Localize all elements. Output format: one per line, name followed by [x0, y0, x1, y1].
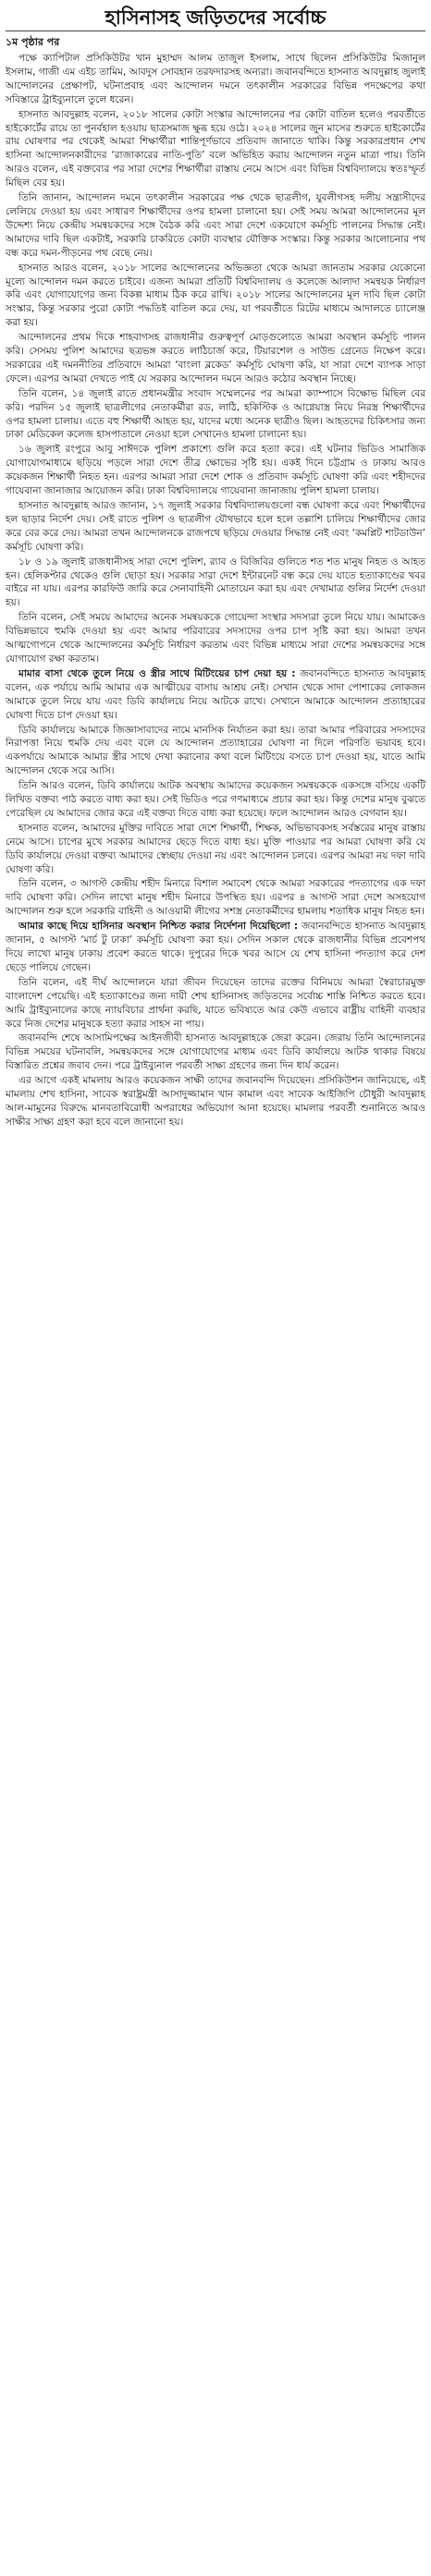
article-body [6, 52, 425, 1129]
article-paragraph [6, 920, 425, 975]
paragraph-text: তিনি জানান, আন্দোলন দমনে তৎকালীন সরকারের পক্ষ থেকে ছাত্রলীগ, যুবলীগসহ দলীয় সন্ত্রাসীদের লেলিয়ে দেওয়া হয় এবং সাধারণ শিক্ষার্থীদের ওপর হামলা চালানো হয়। সেই সময় আমরা আন্দোলনের মূল উদ্দেশ্য নিয়ে কেন্দ্রীয় সমন্বয়কদের সঙ্গে বৈঠক করি এবং সারা দেশে একযোগে কর্মসূচি পালনের সিদ্ধান্ত নেই। আমাদের দাবি ছিল একটাই, সরকারি চাকরিতে কোটা ব্যবস্থার যৌক্তিক সংস্কার। কিন্তু সরকার আলোচনার পথ বন্ধ করে দমন-পীড়নের পথ বেছে নেয়। [6, 192, 425, 259]
paragraph-text: হাসনাত বলেন, আমাদের মুক্তির দাবিতে সারা দেশে শিক্ষার্থী, শিক্ষক, অভিভাবকসহ সর্বস্তরের মানুষ রাস্তায় নেমে আসে। চাপের মুখে সরকার আমাদের ছেড়ে দিতে বাধ্য হয়। মুক্তি পাওয়ার পর আমরা ঘোষণা করি যে ডিবি কার্যালয়ে দেওয়া বক্তব্য আমাদের স্বেচ্ছায় দেওয়া নয় এবং আন্দোলন চলবে। এরপর আমরা নয় দফা দাবি ঘোষণা করি। [6, 822, 425, 875]
headline: হাসিনাসহ জড়িতদের সর্বোচ্চ [6, 4, 425, 31]
paragraph-text: ১৮ ও ১৯ জুলাই রাজধানীসহ সারা দেশে পুলিশ, র‍্যাব ও বিজিবির গুলিতে শত শত মানুষ নিহত ও আহত হন। হেলিকপ্টার থেকেও গুলি ছোড়া হয়। সরকার সারা দেশে ইন্টারনেট বন্ধ করে দেয় যাতে হত্যাকাণ্ডের খবর বাইরে না যায়। এরপর কারফিউ জারি করে সেনাবাহিনী মোতায়েন করা হয় এবং দেখামাত্র গুলির নির্দেশ দেওয়া হয়। [6, 555, 425, 609]
subheading: আমার কাছে দিয়ে হাসিনার অবস্থান নিশ্চিত করার নির্দেশনা দিয়েছিলো : [18, 921, 299, 933]
article-paragraph [6, 555, 425, 611]
article-paragraph [6, 976, 425, 1032]
article-paragraph [6, 877, 425, 919]
paragraph-text: হাসনাত আরও বলেন, ২০১৮ সালের আন্দোলনের অভিজ্ঞতা থেকে আমরা জানতাম সরকার যেকোনো মূল্যে আন্দোলন দমন করতে চাইবে। এজন্য আমরা প্রতিটি বিশ্ববিদ্যালয় ও কলেজে আলাদা সমন্বয়ক নির্ধারণ করি এবং যোগাযোগের জন্য বিকল্প মাধ্যম ঠিক করে রাখি। ২০১৮ সালের আন্দোলনের মূল দাবি ছিল কোটা সংস্কার, কিন্তু সরকার পুরো কোটা পদ্ধতিই বাতিল করে দেয়, যা পরবর্তীতে রিটের মাধ্যমে আদালতে চ্যালেঞ্জ করা হয়। [6, 262, 425, 329]
paragraph-text: এর আগে একই মামলায় আরও কয়েকজন সাক্ষী তাদের জবানবন্দি দিয়েছেন। প্রসিকিউশন জানিয়েছে, এই মামলায় শেখ হাসিনা, সাবেক স্বরাষ্ট্রমন্ত্রী আসাদুজ্জামান খান কামাল এবং সাবেক আইজিপি চৌধুরী আবদুল্লাহ আল-মামুনের বিরুদ্ধে মানবতাবিরোধী অপরাধের অভিযোগ আনা হয়েছে। মামলার পরবর্তী শুনানিতে আরও সাক্ষীর সাক্ষ্য গ্রহণ করা হবে বলে জানানো হয়। [6, 1075, 425, 1128]
article-paragraph [6, 667, 425, 723]
continued-from-label: ১ম পৃষ্ঠার পর [6, 36, 60, 48]
paragraph-text: ডিবি কার্যালয়ে আমাকে জিজ্ঞাসাবাদের নামে মানসিক নির্যাতন করা হয়। তারা আমার পরিবারের সদস্যদের নিরাপত্তা নিয়ে হুমকি দেয় এবং বলে যে আন্দোলন প্রত্যাহারের ঘোষণা না দিলে পরিণতি ভয়াবহ হবে। একপর্যায়ে আমাকে আমার স্ত্রীর সাথে দেখা করানোর কথা বলে মিটিংয়ে বসতে চাপ দেওয়া হয়, যাতে আমি আন্দোলন থেকে সরে আসি। [6, 724, 425, 777]
article-paragraph [6, 724, 425, 779]
article-paragraph [6, 52, 425, 107]
article-paragraph [6, 499, 425, 555]
article-paragraph [6, 387, 425, 443]
paragraph-text: তিনি বলেন, সেই সময়ে আমাদের অনেক সমন্বয়ককে গোয়েন্দা সংস্থার সদস্যরা তুলে নিয়ে যায়। আমাকেও বিভিন্নভাবে হুমকি দেওয়া হয় এবং আমার পরিবারের সদস্যদের ওপর চাপ সৃষ্টি করা হয়। আমরা তখন আত্মগোপনে থেকে আন্দোলনের কর্মসূচি নির্ধারণ করতাম এবং বিভিন্ন মাধ্যমে সারা দেশের সমন্বয়কদের সঙ্গে যোগাযোগ রক্ষা করতাম। [6, 612, 425, 665]
paragraph-text: ১৬ জুলাই রংপুরে আবু সাঈদকে পুলিশ প্রকাশ্যে গুলি করে হত্যা করে। এই ঘটনার ভিডিও সামাজিক যোগাযোগমাধ্যমে ছড়িয়ে পড়লে সারা দেশে তীব্র ক্ষোভের সৃষ্টি হয়। একই দিনে চট্টগ্রাম ও ঢাকায় আরও কয়েকজন শিক্ষার্থী নিহত হন। এরপর আমরা সারা দেশে শোক ও প্রতিবাদ কর্মসূচি ঘোষণা করি এবং শহীদদের গায়েবানা জানাজার আয়োজন করি। ঢাকা বিশ্ববিদ্যালয়ে গায়েবানা জানাজায় পুলিশ হামলা চালায়। [6, 444, 425, 497]
article-paragraph [6, 443, 425, 498]
paragraph-text: জবানবন্দি শেষে আসামিপক্ষের আইনজীবী হাসনাত আবদুল্লাহকে জেরা করেন। জেরায় তিনি আন্দোলনের বিভিন্ন সময়ের ঘটনাবলি, সমন্বয়কদের সঙ্গে যোগাযোগের মাধ্যম এবং ডিবি কার্যালয়ে আটক থাকার বিষয়ে বিস্তারিত প্রশ্নের জবাব দেন। পরে ট্রাইব্যুনাল পরবর্তী সাক্ষ্য গ্রহণের জন্য দিন ধার্য করেন। [6, 1032, 425, 1072]
article-paragraph [6, 191, 425, 261]
article-paragraph [6, 262, 425, 331]
article-paragraph [6, 611, 425, 666]
article-paragraph [6, 822, 425, 877]
paragraph-text: আন্দোলনের প্রথম দিকে শাহবাগসহ রাজধানীর গুরুত্বপূর্ণ মোড়গুলোতে আমরা অবস্থান কর্মসূচি পালন করি। সেসময় পুলিশ আমাদের ছত্রভঙ্গ করতে লাঠিচার্জ করে, টিয়ারশেল ও সাউন্ড গ্রেনেড নিক্ষেপ করে। সরকারের এই দমননীতির প্রতিবাদে আমরা ‘বাংলা ব্লকেড’ কর্মসূচি ঘোষণা করি, যা সারা দেশে ব্যাপক সাড়া ফেলে। এরপর আমরা দেখতে পাই যে সরকার আন্দোলন দমনে আরও কঠোর অবস্থান নিচ্ছে। [6, 332, 425, 385]
paragraph-text: জবানবন্দিতে হাসনাত আবদুল্লাহ বলেন, এক পর্যায়ে আমি আমার এক আত্মীয়ের বাসায় আশ্রয় নেই। সেখান থেকে সাদা পোশাকের লোকজন আমাকে তুলে নিয়ে যায় এবং ডিবি কার্যালয়ে নিয়ে আটকে রাখে। সেখানে আমাকে আন্দোলন প্রত্যাহারের ঘোষণা দিতে চাপ দেওয়া হয়। [6, 667, 426, 721]
article-paragraph [6, 1032, 425, 1073]
subheading: মামার বাসা থেকে তুলে নিয়ে ও স্ত্রীর সাথে মিটিংয়ের চাপ দেয়া হয় : [18, 667, 296, 679]
article-paragraph [6, 331, 425, 386]
paragraph-text: তিনি আরও বলেন, ডিবি কার্যালয়ে আটক অবস্থায় আমাদের কয়েকজন সমন্বয়ককে একসঙ্গে বসিয়ে একটি লিখিত বক্তব্য পাঠ করতে বাধ্য করা হয়। সেই ভিডিও পরে গণমাধ্যমে প্রচার করা হয়। কিন্তু দেশের মানুষ বুঝতে পেরেছিল যে আমাদের জোর করে এই বক্তব্য দিতে বাধ্য করা হয়েছে। ফলে আন্দোলন আরও বেগবান হয়। [6, 780, 425, 819]
article-paragraph [6, 779, 425, 821]
paragraph-text: পক্ষে ক্যাপিটাল প্রসিকিউটর খান মুহাম্মদ আলম তাজুল ইসলাম, সাথে ছিলেন প্রসিকিউটর মিজানুল ইসলাম, গাজী এম এইচ তামিম, আবদুস সোবহান তরফদারসহ অন্যরা। জবানবন্দিতে হাসনাত আবদুল্লাহ জুলাই আন্দোলনের প্রেক্ষাপট, ঘটনাপ্রবাহ এবং আন্দোলন দমনে তৎকালীন সরকারের বিভিন্ন পদক্ষেপের কথা সবিস্তারে ট্রাইব্যুনালে তুলে ধরেন। [6, 53, 425, 105]
paragraph-text: জবানবন্দিতে হাসনাত আবদুল্লাহ জানান, ৫ আগস্ট ‘মার্চ টু ঢাকা’ কর্মসূচি ঘোষণা করা হয়। সেদিন সকাল থেকে রাজধানীর বিভিন্ন প্রবেশপথ দিয়ে লাখো মানুষ ঢাকায় প্রবেশ করতে থাকে। দুপুরের দিকে খবর আসে যে শেখ হাসিনা পদত্যাগ করে দেশ ছেড়ে পালিয়ে গেছেন। [6, 921, 425, 973]
article-paragraph [6, 108, 425, 190]
paragraph-text: তিনি বলেন, ১৪ জুলাই রাতে প্রধানমন্ত্রীর সংবাদ সম্মেলনের পর আমরা ক্যাম্পাসে বিক্ষোভ মিছিল বের করি। পরদিন ১৫ জুলাই ছাত্রলীগের নেতাকর্মীরা রড, লাঠি, হকিস্টিক ও আগ্নেয়াস্ত্র নিয়ে নিরস্ত্র শিক্ষার্থীদের ওপর হামলা চালায়। এতে বহু শিক্ষার্থী আহত হয়, যাদের মধ্যে অনেক ছাত্রীও ছিল। আহতদের চিকিৎসার জন্য ঢাকা মেডিকেল কলেজ হাসপাতালে নেওয়া হলে সেখানেও হামলা চালানো হয়। [6, 387, 425, 441]
paragraph-text: তিনি বলেন, ৩ আগস্ট কেন্দ্রীয় শহীদ মিনারে বিশাল সমাবেশ থেকে আমরা সরকারের পদত্যাগের এক দফা দাবি ঘোষণা করি। সেদিন লাখো মানুষ শহীদ মিনারে উপস্থিত হয়। এরপর ৪ আগস্ট সারা দেশে অসহযোগ আন্দোলন শুরু হলে সরকারি বাহিনী ও আওয়ামী লীগের সশস্ত্র নেতাকর্মীদের হামলায় শতাধিক মানুষ নিহত হন। [6, 878, 425, 918]
paragraph-text: তিনি বলেন, এই দীর্ঘ আন্দোলনে যারা জীবন দিয়েছেন তাদের রক্তের বিনিময়ে আমরা স্বৈরাচারমুক্ত বাংলাদেশ পেয়েছি। এই হত্যাকাণ্ডের জন্য দায়ী শেখ হাসিনাসহ জড়িতদের সর্বোচ্চ শাস্তি নিশ্চিত করতে হবে। আমি ট্রাইব্যুনালের কাছে ন্যায়বিচার প্রার্থনা করছি, যাতে ভবিষ্যতে আর কেউ এভাবে রাষ্ট্রীয় বাহিনী ব্যবহার করে নিজ দেশের মানুষকে হত্যা করার সাহস না পায়। [6, 976, 425, 1030]
paragraph-text: হাসনাত আবদুল্লাহ আরও জানান, ১৭ জুলাই সরকার বিশ্ববিদ্যালয়গুলো বন্ধ ঘোষণা করে এবং শিক্ষার্থীদের হল ছাড়ার নির্দেশ দেয়। সেই রাতে পুলিশ ও ছাত্রলীগ যৌথভাবে হলে হলে তল্লাশি চালিয়ে শিক্ষার্থীদের জোর করে বের করে দেয়। আমরা তখন আন্দোলনকে রাজপথে ছড়িয়ে দেওয়ার সিদ্ধান্ত নেই এবং ‘কমপ্লিট শাটডাউন’ কর্মসূচি ঘোষণা করি। [6, 500, 425, 553]
article-paragraph [6, 1074, 425, 1129]
paragraph-text: হাসনাত আবদুল্লাহ বলেন, ২০১৮ সালের কোটা সংস্কার আন্দোলনের পর কোটা বাতিল হলেও পরবর্তীতে হাইকোর্টের রায়ে তা পুনর্বহাল হওয়ায় ছাত্রসমাজ ক্ষুব্ধ হয়ে ওঠে। ২০২৪ সালের জুন মাসের শুরুতে হাইকোর্টের রায় ঘোষণার পর থেকেই আমরা শিক্ষার্থীরা শান্তিপূর্ণভাবে প্রতিবাদ জানাতে থাকি। কিন্তু সরকারপ্রধান শেখ হাসিনা আন্দোলনকারীদের ‘রাজাকারের নাতি-পুতি’ বলে অভিহিত করায় আন্দোলন নতুন মাত্রা পায়। তিনি আরও বলেন, এই বক্তব্যের পর সারা দেশের শিক্ষার্থীরা রাস্তায় নেমে আসে এবং বিভিন্ন বিশ্ববিদ্যালয়ে স্বতঃস্ফূর্ত মিছিল বের হয়। [6, 108, 425, 189]
